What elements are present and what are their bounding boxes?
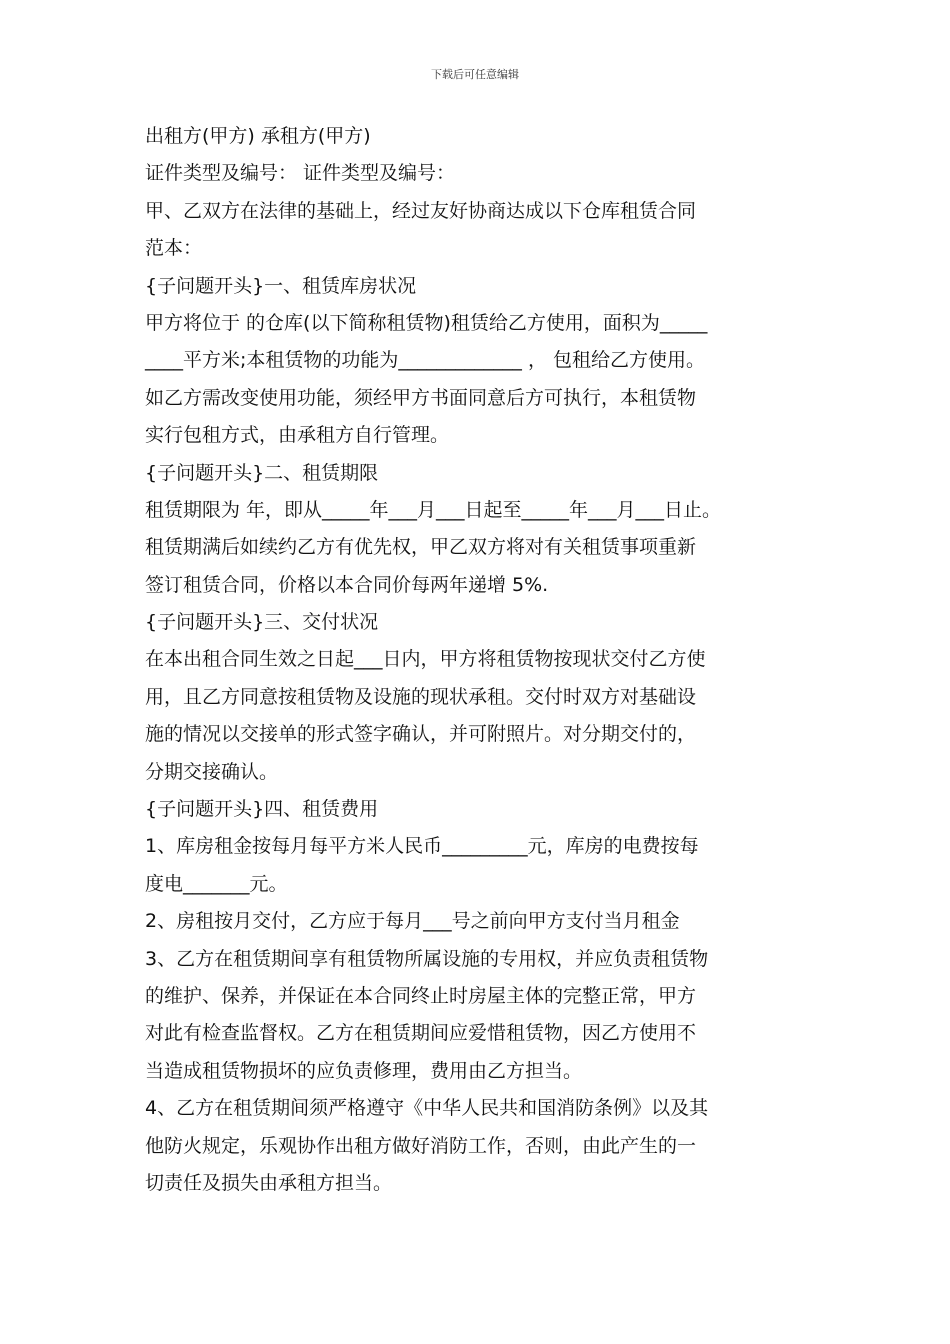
text-line: 甲方将位于 的仓库(以下简称租赁物)租赁给乙方使用，面积为_____ (145, 311, 708, 334)
text-line: 范本： (145, 237, 203, 260)
text-line: 实行包租方式，由承租方自行管理。 (145, 424, 450, 447)
text-line: 出租方(甲方) 承租方(甲方) (145, 125, 371, 147)
text-line: 用，且乙方同意按租赁物及设施的现状承租。交付时双方对基础设 (145, 685, 697, 708)
text-line: 度电_______元。 (145, 872, 288, 895)
text-line: 对此有检查监督权。乙方在租赁期间应爱惜租赁物，因乙方使用不 (145, 1022, 697, 1045)
text-line: 甲、乙双方在法律的基础上，经过友好协商达成以下仓库租赁合同 (145, 199, 697, 222)
section-heading: {子问题开头}四、租赁费用 (145, 798, 379, 821)
page-header: 下载后可任意编辑 (431, 68, 519, 81)
text-line: 证件类型及编号： 证件类型及编号： (145, 162, 456, 185)
text-line: 切责任及损失由承租方担当。 (145, 1171, 393, 1194)
text-line: 签订租赁合同，价格以本合同价每两年递增 5%. (145, 573, 549, 596)
text-line: 2、房租按月交付，乙方应于每月___号之前向甲方支付当月租金 (145, 910, 680, 933)
text-line: 施的情况以交接单的形式签字确认，并可附照片。对分期交付的， (145, 723, 697, 746)
section-heading: {子问题开头}二、租赁期限 (145, 461, 379, 484)
section-heading: {子问题开头}三、交付状况 (145, 611, 379, 634)
contract-body (145, 118, 825, 1202)
text-line: 当造成租赁物损坏的应负责修理，费用由乙方担当。 (145, 1059, 583, 1082)
text-line: 租赁期满后如续约乙方有优先权，甲乙双方将对有关租赁事项重新 (145, 536, 697, 559)
text-line: 1、库房租金按每月每平方米人民币_________元，库房的电费按每 (145, 835, 699, 858)
text-line: 在本出租合同生效之日起___日内，甲方将租赁物按现状交付乙方使 (145, 648, 706, 671)
text-line: 如乙方需改变使用功能，须经甲方书面同意后方可执行，本租赁物 (145, 386, 697, 409)
section-heading: {子问题开头}一、租赁库房状况 (145, 274, 417, 297)
text-line: 3、乙方在租赁期间享有租赁物所属设施的专用权，并应负责租赁物 (145, 947, 709, 970)
text-line: 租赁期限为 年，即从_____年___月___日起至_____年___月___日止。 (145, 498, 722, 521)
text-line: 的维护、保养，并保证在本合同终止时房屋主体的完整正常，甲方 (145, 984, 697, 1007)
text-line: ____平方米;本租赁物的功能为_____________ ， 包租给乙方使用。 (145, 349, 705, 372)
text-line: 他防火规定，乐观协作出租方做好消防工作，否则，由此产生的一 (145, 1134, 697, 1157)
text-line: 分期交接确认。 (145, 760, 279, 783)
text-line: 4、乙方在租赁期间须严格遵守《中华人民共和国消防条例》以及其 (145, 1097, 709, 1120)
